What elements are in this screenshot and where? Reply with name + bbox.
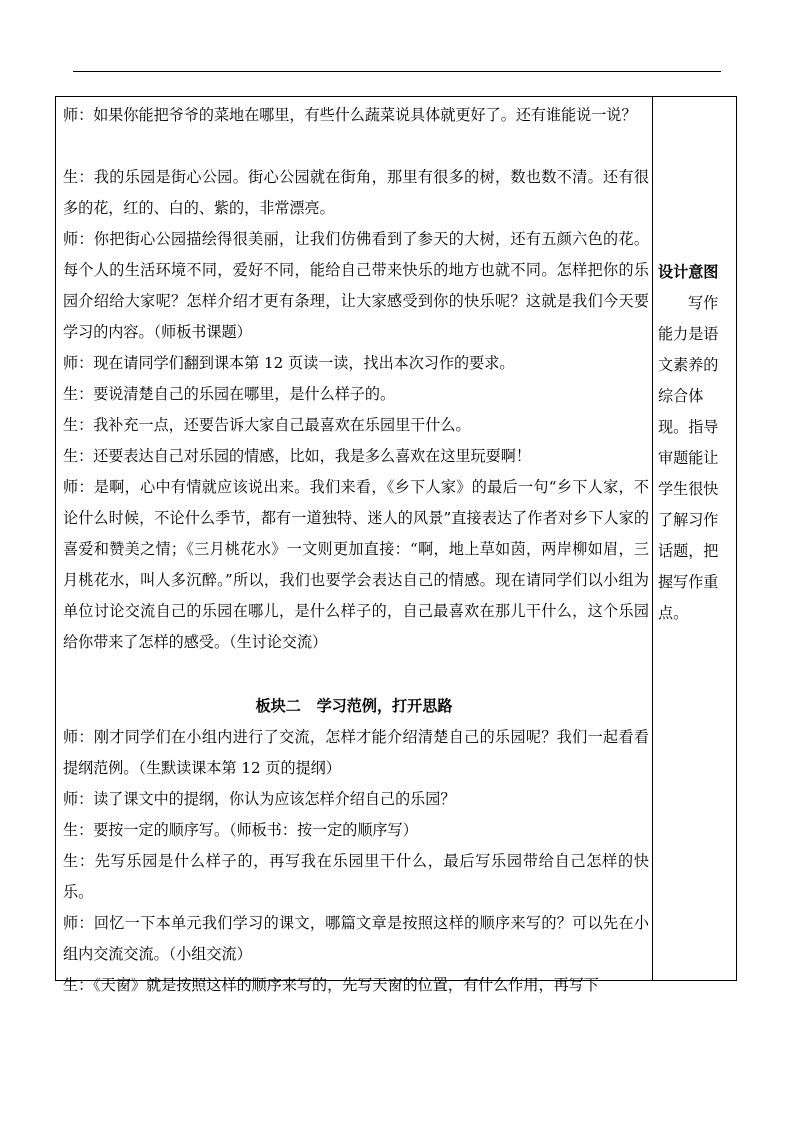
transcript-paragraph: 师：是啊，心中有情就应该说出来。我们来看，《乡下人家》的最后一句“乡下人家，不论什么时候，不论什么季节，都有一道独特、迷人的风景”直接表达了作者对乡下人家的喜爱和赞美之情；《三月桃花水》一文则更加直接：“啊，地上草如茵，两岸柳如眉，三月桃花水，叫人多沉醉。”所以，我们也要学会表达自己的情感。现在请同学们以小组为单位讨论交流自己的乐园在哪儿，是什么样子的，自己最喜欢在那儿干什么，这个乐园给你带来了怎样的感受。（生讨论交流） xyxy=(63,478,649,651)
section-heading: 板块二 学习范例，打开思路 xyxy=(255,697,453,715)
transcript-paragraph: 生：我补充一点，还要告诉大家自己最喜欢在乐园里干什么。 xyxy=(63,416,471,434)
transcript-paragraph: 师：现在请同学们翻到课本第 12 页读一读，找出本次习作的要求。 xyxy=(63,354,515,372)
transcript-paragraph: 生：要说清楚自己的乐园在哪里，是什么样子的。 xyxy=(63,385,396,403)
design-intent-title: 设计意图 xyxy=(658,263,719,281)
transcript-paragraph: 生：要按一定的顺序写。（师板书：按一定的顺序写） xyxy=(63,821,418,839)
transcript-paragraph: 生：还要表达自己对乐园的情感，比如，我是多么喜欢在这里玩耍啊！ xyxy=(63,447,531,465)
transcript-paragraph: 师：回忆一下本单元我们学习的课文，哪篇文章是按照这样的顺序来写的？可以先在小组内交流交流。（小组交流） xyxy=(63,914,649,963)
lesson-transcript-column xyxy=(56,97,652,994)
transcript-paragraph: 生：《天窗》就是按照这样的顺序来写的，先写天窗的位置，有什么作用，再写下 xyxy=(63,976,599,994)
transcript-paragraph: 师：刚才同学们在小组内进行了交流，怎样才能介绍清楚自己的乐园呢？我们一起看看提纲范例。（生默读课本第 12 页的提纲） xyxy=(63,728,649,777)
header-rule xyxy=(73,71,721,72)
design-intent-text: 写作能力是语文素养的综合体现。指导审题能让学生很快了解习作话题，把握写作重点。 xyxy=(658,294,719,622)
transcript-paragraph: 生：我的乐园是街心公园。街心公园就在街角，那里有很多的树，数也数不清。还有很多的花，红的、白的、紫的，非常漂亮。 xyxy=(63,168,649,217)
design-intent-column xyxy=(653,97,737,980)
transcript-paragraph: 师：你把街心公园描绘得很美丽，让我们仿佛看到了参天的大树，还有五颜六色的花。每个人的生活环境不同，爱好不同，能给自己带来快乐的地方也就不同。怎样把你的乐园介绍给大家呢？怎样介绍才更有条理，让大家感受到你的快乐呢？这就是我们今天要学习的内容。（师板书课题） xyxy=(63,230,649,341)
transcript-paragraph: 生：先写乐园是什么样子的，再写我在乐园里干什么，最后写乐园带给自己怎样的快乐。 xyxy=(63,852,649,901)
lesson-table xyxy=(55,96,737,994)
transcript-paragraph: 师：读了课文中的提纲，你认为应该怎样介绍自己的乐园？ xyxy=(63,790,456,808)
transcript-paragraph: 师：如果你能把爷爷的菜地在哪里，有些什么蔬菜说具体就更好了。还有谁能说一说？ xyxy=(63,106,637,124)
